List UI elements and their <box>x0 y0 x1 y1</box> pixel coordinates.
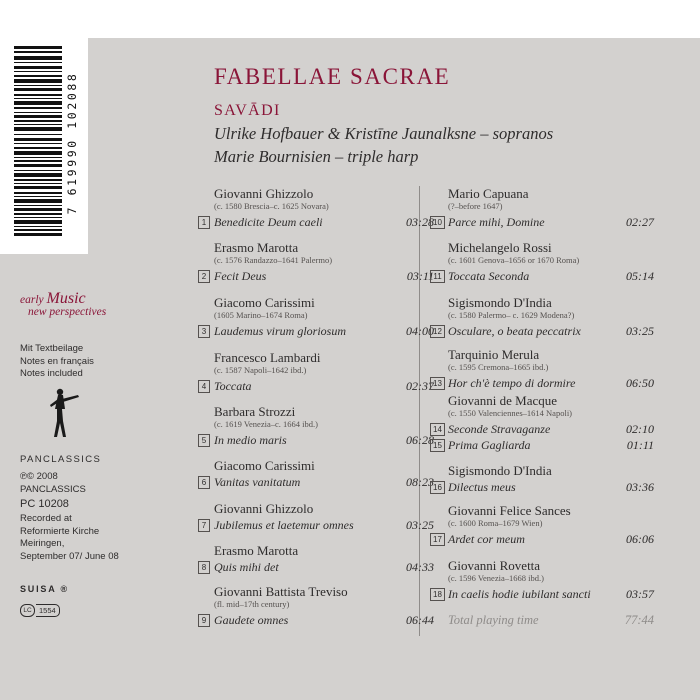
track-row[interactable] <box>433 532 654 547</box>
track-number: 2 <box>198 270 210 283</box>
track-title: Ardet cor meum <box>448 532 525 546</box>
track-duration: 04:33 <box>406 560 434 574</box>
track-number: 13 <box>430 377 445 390</box>
track-row[interactable] <box>433 422 654 437</box>
total-playing-time <box>448 613 654 629</box>
track-duration: 02:37 <box>406 379 434 393</box>
track-title: In caelis hodie iubilant sancti <box>448 587 591 601</box>
track-duration: 03:28 <box>406 215 434 229</box>
track-row[interactable] <box>201 613 434 628</box>
series-logo <box>20 290 107 318</box>
composer-name: Giovanni Battista Treviso <box>214 584 348 599</box>
track-title: Osculare, o beata peccatrix <box>448 324 581 338</box>
track-duration: 06:06 <box>626 532 654 546</box>
composer-name: Giovanni Ghizzolo <box>214 186 314 201</box>
catalog-number: PC 10208 <box>20 498 69 510</box>
barcode <box>0 38 88 254</box>
track-number: 14 <box>430 423 445 436</box>
composer-name: Giovanni Felice Sances <box>448 503 571 518</box>
composer-dates: (c. 1550 Valenciennes–1614 Napoli) <box>448 408 573 418</box>
total-duration: 77:44 <box>624 613 654 627</box>
track-row[interactable] <box>201 518 434 533</box>
composer-name: Giovanni Ghizzolo <box>214 501 314 516</box>
track-duration: 04:00 <box>406 324 434 338</box>
composer-dates: (c. 1601 Genova–1656 or 1670 Roma) <box>448 255 580 265</box>
composer-dates: (c. 1587 Napoli–1642 ibd.) <box>214 365 307 375</box>
track-row[interactable] <box>433 376 654 391</box>
recording-line: September 07/ June 08 <box>20 550 119 562</box>
track-row[interactable] <box>201 379 434 394</box>
track-duration: 08:23 <box>406 475 434 489</box>
track-duration: 05:14 <box>626 269 654 283</box>
track-number: 11 <box>430 270 445 283</box>
series-line-early: early <box>20 294 44 306</box>
track-duration: 03:57 <box>626 587 654 601</box>
suisa-mark: SUISA ® <box>20 584 69 594</box>
composer-dates: (c. 1580 Brescia–c. 1625 Novara) <box>214 201 329 211</box>
notes-block <box>20 343 94 381</box>
track-row[interactable] <box>201 560 434 575</box>
track-number: 8 <box>198 561 210 574</box>
track-number: 16 <box>430 481 445 494</box>
track-duration: 02:10 <box>626 422 654 436</box>
track-row[interactable] <box>433 480 654 495</box>
track-duration: 02:27 <box>626 215 654 229</box>
track-title: Parce mihi, Domine <box>448 215 545 229</box>
total-label: Total playing time <box>448 613 539 627</box>
track-title: Laudemus virum gloriosum <box>214 324 347 338</box>
recording-info <box>20 513 119 563</box>
recording-line: Meiringen, <box>20 538 65 549</box>
track-duration: 01:11 <box>626 438 654 452</box>
track-title: Vanitas vanitatum <box>214 475 301 489</box>
composer-dates: (c. 1619 Venezia–c. 1664 ibd.) <box>214 419 318 429</box>
performers-line-1: Ulrike Hofbauer & Kristīne Jaunalksne – sopranos <box>214 124 554 143</box>
track-title: Prima Gagliarda <box>448 438 531 452</box>
series-line-perspectives: new perspectives <box>28 306 107 318</box>
track-number: 15 <box>430 439 445 452</box>
track-duration: 06:28 <box>406 433 434 447</box>
composer-name: Francesco Lambardi <box>214 350 321 365</box>
track-number: 9 <box>198 614 210 627</box>
barcode-bars <box>14 46 62 236</box>
composer-name: Giacomo Carissimi <box>214 458 315 473</box>
composer-dates: (?–before 1647) <box>448 201 503 211</box>
series-line-music: Music <box>46 290 86 307</box>
composer-name: Mario Capuana <box>448 186 529 201</box>
copyright: ℗© 2008 <box>20 471 58 482</box>
track-row[interactable] <box>201 475 434 490</box>
track-row[interactable] <box>433 269 654 284</box>
composer-dates: (c. 1580 Palermo– c. 1629 Modena?) <box>448 310 575 320</box>
track-title: Fecit Deus <box>214 269 267 283</box>
track-number: 12 <box>430 325 445 338</box>
track-duration: 03:25 <box>626 324 654 338</box>
track-title: Hor ch'è tempo di dormire <box>448 376 576 390</box>
track-title: In medio maris <box>214 433 287 447</box>
composer-dates: (1605 Marino–1674 Roma) <box>214 310 308 320</box>
composer-dates: (c. 1576 Randazzo–1641 Palermo) <box>214 255 333 265</box>
label-info <box>20 471 86 511</box>
track-title: Toccata Seconda <box>448 269 530 283</box>
track-row[interactable] <box>201 215 434 230</box>
recording-line: Recorded at <box>20 513 72 524</box>
composer-name: Giovanni de Macque <box>448 393 558 408</box>
composer-name: Erasmo Marotta <box>214 240 299 255</box>
track-number: 10 <box>430 216 445 229</box>
track-duration: 03:36 <box>626 480 654 494</box>
track-title: Dilectus meus <box>448 480 516 494</box>
recording-line: Reformierte Kirche <box>20 525 100 537</box>
track-number: 17 <box>430 533 445 546</box>
album-title: FABELLAE SACRAE <box>214 64 451 89</box>
track-row[interactable] <box>433 587 654 602</box>
track-title: Benedicite Deum caeli <box>214 215 323 229</box>
back-cover <box>0 38 700 700</box>
track-number: 5 <box>198 434 210 447</box>
track-duration: 03:11 <box>406 269 434 283</box>
track-title: Toccata <box>214 379 252 393</box>
composer-dates: (c. 1600 Roma–1679 Wien) <box>448 518 543 528</box>
track-row[interactable] <box>433 215 654 230</box>
track-row[interactable] <box>201 433 434 448</box>
composer-dates: (c. 1596 Venezia–1668 ibd.) <box>448 573 544 583</box>
composer-dates: (c. 1595 Cremona–1665 ibd.) <box>448 362 549 372</box>
composer-name: Giacomo Carissimi <box>214 295 315 310</box>
ensemble-name: SAVĀDI <box>214 102 281 119</box>
track-duration: 06:44 <box>406 613 434 627</box>
track-duration: 06:50 <box>626 376 654 390</box>
notes-line: Notes included <box>20 368 83 379</box>
composer-name: Sigismondo D'India <box>448 463 552 478</box>
track-title: Gaudete omnes <box>214 613 289 627</box>
track-row[interactable] <box>201 269 434 284</box>
composer-dates: (fl. mid–17th century) <box>214 599 290 609</box>
track-row[interactable] <box>433 438 654 453</box>
notes-line: Mit Textbeilage <box>20 343 84 354</box>
composer-name: Sigismondo D'India <box>448 295 552 310</box>
track-title: Seconde Stravaganze <box>448 422 551 436</box>
composer-name: Tarquinio Merula <box>448 347 540 362</box>
composer-name: Barbara Strozzi <box>214 404 296 419</box>
lc-badge: LC <box>20 604 35 617</box>
track-row[interactable] <box>201 324 434 339</box>
track-number: 7 <box>198 519 210 532</box>
track-title: Jubilemus et laetemur omnes <box>214 518 354 532</box>
track-number: 4 <box>198 380 210 393</box>
track-row[interactable] <box>433 324 654 339</box>
performers-line-2: Marie Bournisien – triple harp <box>214 147 419 166</box>
lc-code: 1554 <box>36 604 60 617</box>
track-number: 18 <box>430 588 445 601</box>
label-code <box>20 604 60 617</box>
composer-name: Giovanni Rovetta <box>448 558 541 573</box>
panclassics-pan-icon <box>22 385 102 445</box>
label-name: PANCLASSICS <box>20 454 102 465</box>
notes-line: Notes en français <box>20 355 94 367</box>
track-title: Quis mihi det <box>214 560 279 574</box>
barcode-number: 7 619990 102088 <box>65 71 79 215</box>
track-number: 3 <box>198 325 210 338</box>
composer-name: Erasmo Marotta <box>214 543 299 558</box>
track-number: 1 <box>198 216 210 229</box>
composer-name: Michelangelo Rossi <box>448 240 552 255</box>
track-duration: 03:25 <box>406 518 434 532</box>
track-number: 6 <box>198 476 210 489</box>
copyright-holder: PANCLASSICS <box>20 483 86 495</box>
